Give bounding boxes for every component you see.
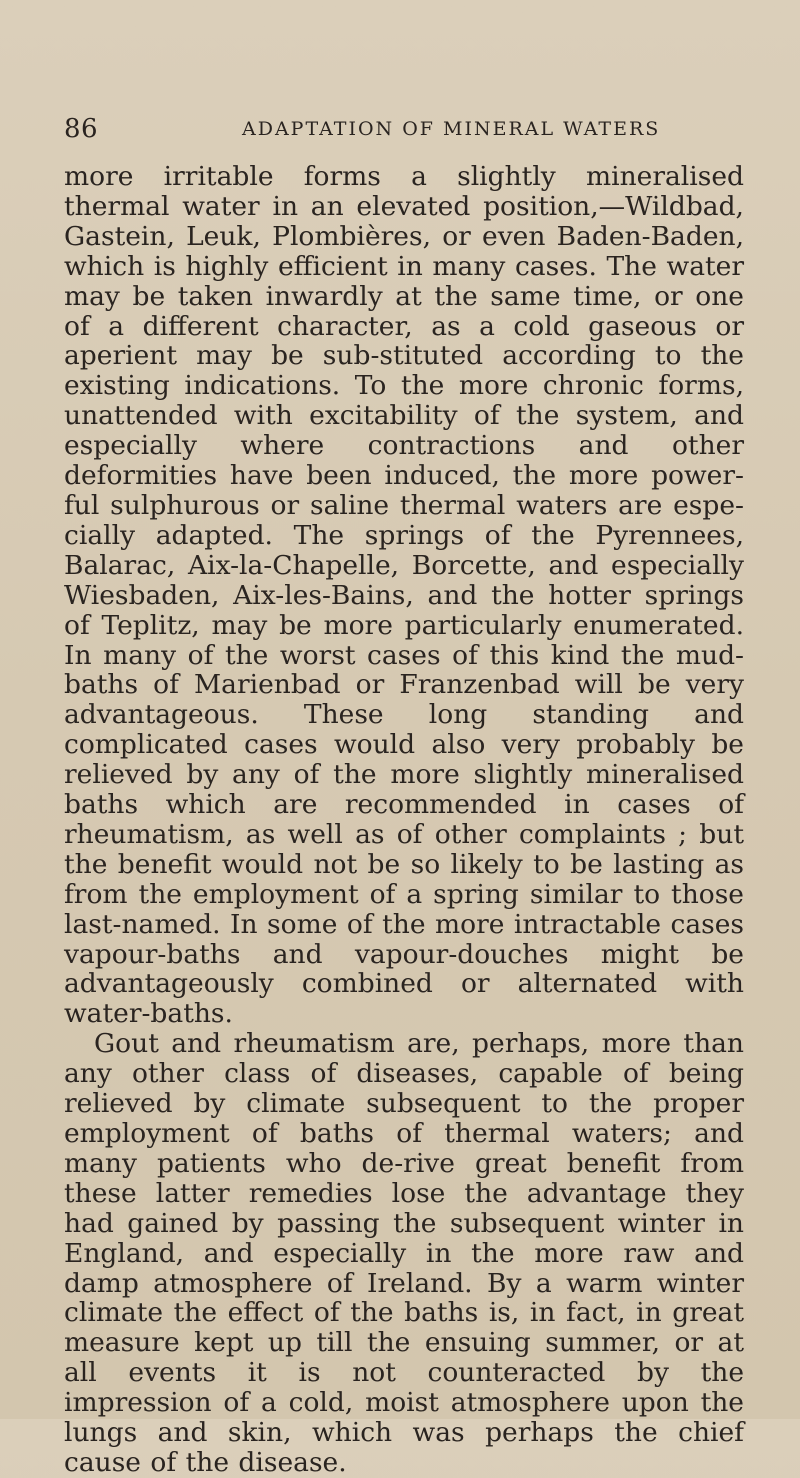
paragraph-1: more irritable forms a slightly mineralised thermal water in an elevated position,—Wildbad, Gastein, Leuk, Plombières, or even Baden-Baden, which is highly efficient in many cases. The water may be taken inwardly at the same time, or one of a different character, as a cold gaseous or aperient may be sub-stituted according to the existing indications. To the more chronic forms, unattended with excitability of the system, and especially where contractions and other deformities have been induced, the more power-ful sulphurous or saline thermal waters are espe-cially adapted. The springs of the Pyrennees, Balarac, Aix-la-Chapelle, Borcette, and especially Wiesbaden, Aix-les-Bains, and the hotter springs of Teplitz, may be more particularly enumerated. In many of the worst cases of this kind the mud-baths of Marienbad or Franzenbad will be very advantageous. These long standing and complicated cases would also very probably be relieved by any of the more slightly mineralised baths which are recommended in cases of rheumatism, as well as of other complaints ; but the benefit would not be so likely to be lasting as from the employment of a spring similar to those last-named. In some of the more intractable cases vapour-baths and vapour-douches might be advantageously combined or alternated with water-baths. [64, 161, 744, 1030]
running-head [64, 114, 744, 144]
page-number: 86 [64, 114, 99, 144]
running-title: ADAPTATION OF MINERAL WATERS [242, 118, 661, 140]
body-text [64, 162, 744, 1478]
paragraph-2: Gout and rheumatism are, perhaps, more than any other class of diseases, capable of being relieved by climate subsequent to the proper employment of baths of thermal waters; and many patients who de-rive great benefit from these latter remedies lose the advantage they had gained by passing the subsequent winter in England, and especially in the more raw and damp atmosphere of Ireland. By a warm winter climate the effect of the baths is, in fact, in great measure kept up till the ensuing summer, or at all events it is not counteracted by the impression of a cold, moist atmosphere upon the lungs and skin, which was perhaps the chief cause of the disease. [64, 1028, 744, 1478]
